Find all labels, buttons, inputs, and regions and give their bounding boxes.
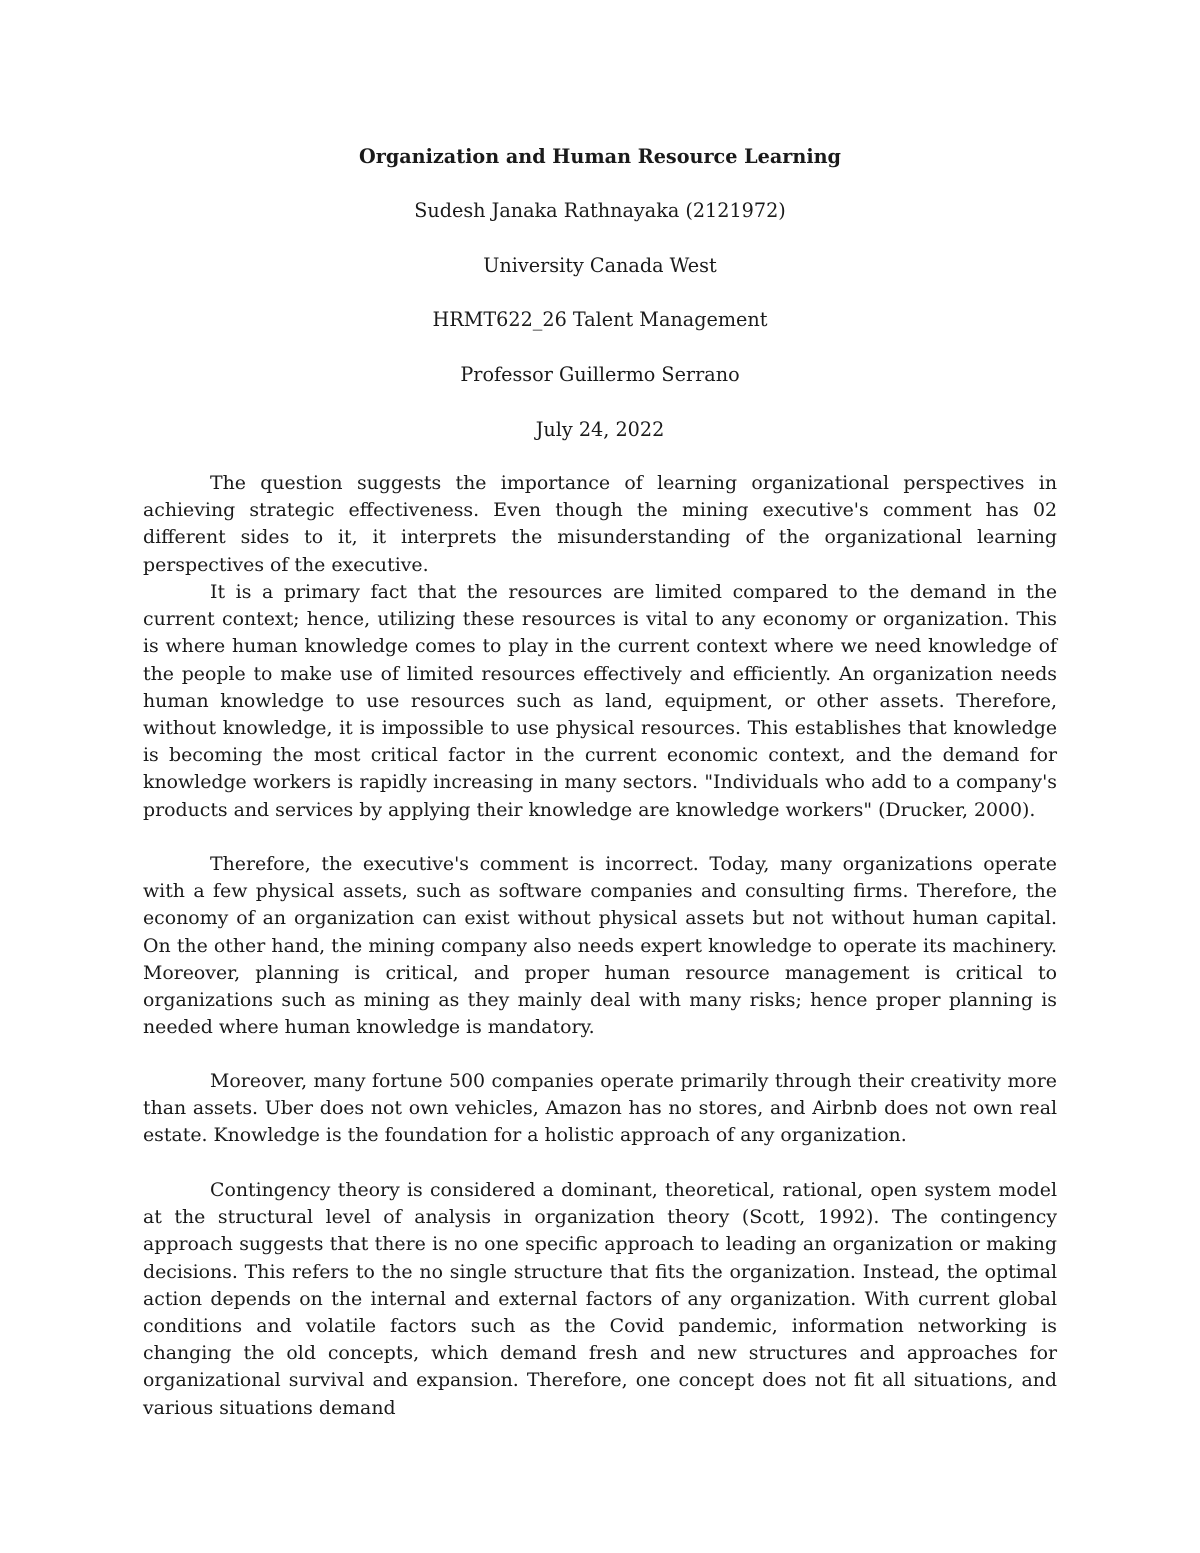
document-title: Organization and Human Resource Learning — [359, 145, 841, 168]
body-paragraph-3: Therefore, the executive's comment is incorrect. Today, many organizations operate with a few physical assets, such as software companies and consulting firms. Therefore, the economy of an organization can exist without physical assets but not without human capital. On the other hand, the mining company also needs expert knowledge to operate its machinery. Moreover, planning is critical, and proper human resource management is critical to organizations such as mining as they mainly deal with many risks; hence proper planning is needed where human knowledge is mandatory. — [143, 853, 1057, 1039]
course-line: HRMT622_26 Talent Management — [432, 308, 768, 331]
body-paragraph-1: The question suggests the importance of learning organizational perspectives in achieving strategic effectiveness. Even though the mining executive's comment has 02 different sides to it, it interprets the misunderstanding of the organizational learning perspectives of the executive. — [143, 472, 1057, 576]
university-line: University Canada West — [483, 254, 717, 277]
body-paragraph-2: It is a primary fact that the resources are limited compared to the demand in the current context; hence, utilizing these resources is vital to any economy or organization. This is where human knowledge comes to play in the current context where we need knowledge of the people to make use of limited resources effectively and efficiently. An organization needs human knowledge to use resources such as land, equipment, or other assets. Therefore, without knowledge, it is impossible to use physical resources. This establishes that knowledge is becoming the most critical factor in the current economic context, and the demand for knowledge workers is rapidly increasing in many sectors. "Individuals who add to a company's products and services by applying their knowledge are knowledge workers" (Drucker, 2000). — [143, 581, 1057, 821]
professor-line: Professor Guillermo Serrano — [460, 363, 740, 386]
date-line: July 24, 2022 — [535, 418, 665, 441]
body-paragraph-4: Moreover, many fortune 500 companies operate primarily through their creativity more than assets. Uber does not own vehicles, Amazon has no stores, and Airbnb does not own real estate. Knowledge is the foundation for a holistic approach of any organization. — [143, 1070, 1057, 1147]
body-paragraph-5: Contingency theory is considered a dominant, theoretical, rational, open system model at the structural level of analysis in organization theory (Scott, 1992). The contingency approach suggests that there is no one specific approach to leading an organization or making decisions. This refers to the no single structure that fits the organization. Instead, the optimal action depends on the internal and external factors of any organization. With current global conditions and volatile factors such as the Covid pandemic, information networking is changing the old concepts, which demand fresh and new structures and approaches for organizational survival and expansion. Therefore, one concept does not fit all situations, and various situations demand — [143, 1179, 1057, 1419]
author-line: Sudesh Janaka Rathnayaka (2121972) — [414, 199, 786, 222]
